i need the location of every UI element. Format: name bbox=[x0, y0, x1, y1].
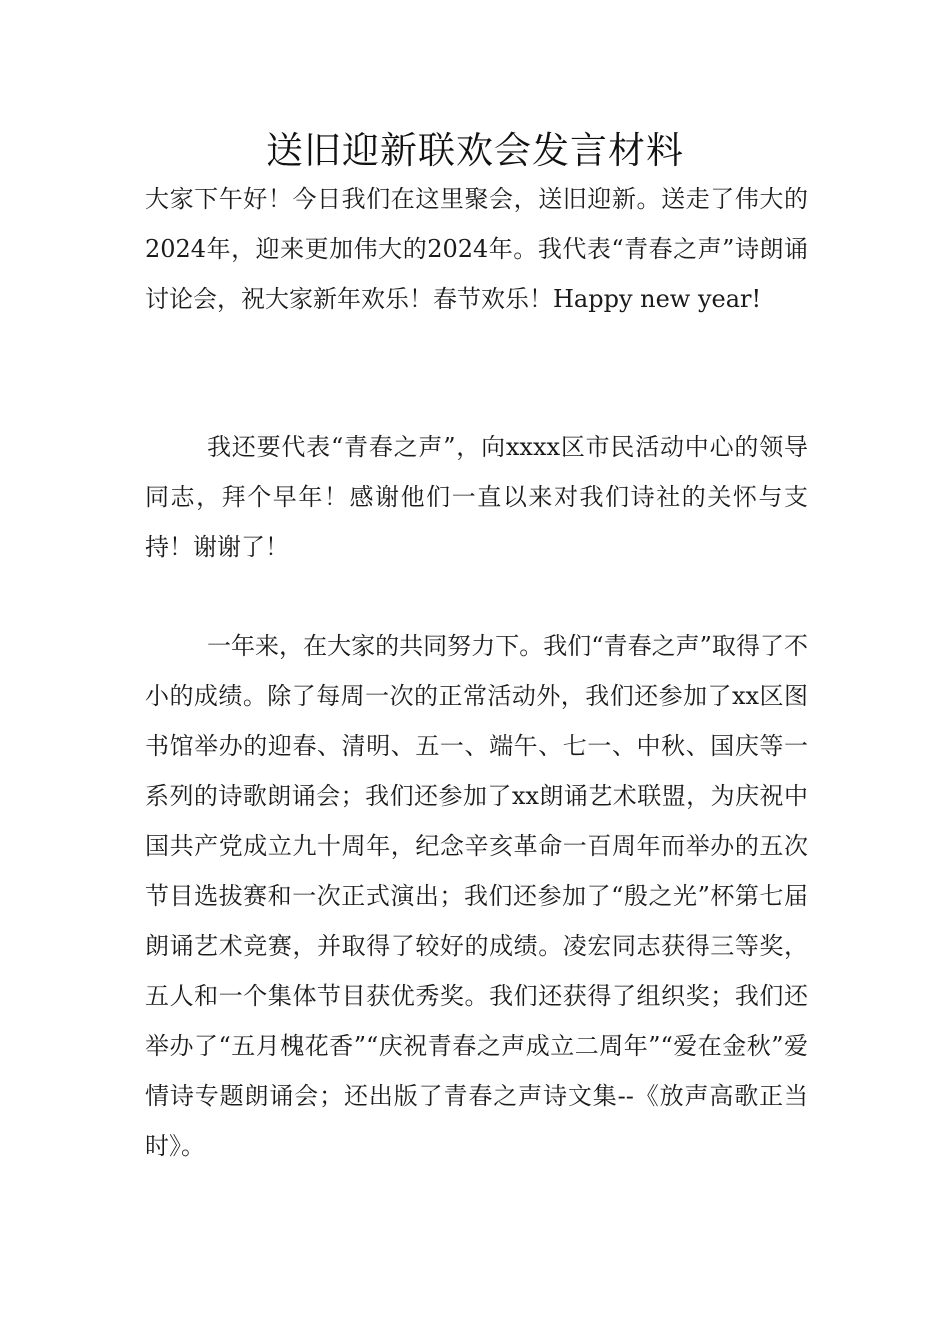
document-title: 送旧迎新联欢会发言材料 bbox=[266, 129, 684, 172]
paragraph-greeting: 大家下午好！今日我们在这里聚会，送旧迎新。送走了伟大的2024年，迎来更加伟大的2024年。我代表“青春之声”诗朗诵讨论会，祝大家新年欢乐！春节欢乐！Happy new year! bbox=[145, 185, 808, 313]
paragraph-achievements: 一年来，在大家的共同努力下。我们“青春之声”取得了不小的成绩。除了每周一次的正常活动外，我们还参加了xx区图书馆举办的迎春、清明、五一、端午、七一、中秋、国庆等一系列的诗歌朗诵会；我们还参加了xx朗诵艺术联盟，为庆祝中国共产党成立九十周年，纪念辛亥革命一百周年而举办的五次节目选拔赛和一次正式演出；我们还参加了“殷之光”杯第七届朗诵艺术竞赛，并取得了较好的成绩。凌宏同志获得三等奖，五人和一个集体节目获优秀奖。我们还获得了组织奖；我们还举办了“五月槐花香”“庆祝青春之声成立二周年”“爱在金秋”爱情诗专题朗诵会；还出版了青春之声诗文集--《放声高歌正当时》。 bbox=[145, 632, 808, 1160]
paragraph-thanks: 我还要代表“青春之声”，向xxxx区市民活动中心的领导同志，拜个早年！感谢他们一直以来对我们诗社的关怀与支持！谢谢了！ bbox=[145, 433, 808, 561]
